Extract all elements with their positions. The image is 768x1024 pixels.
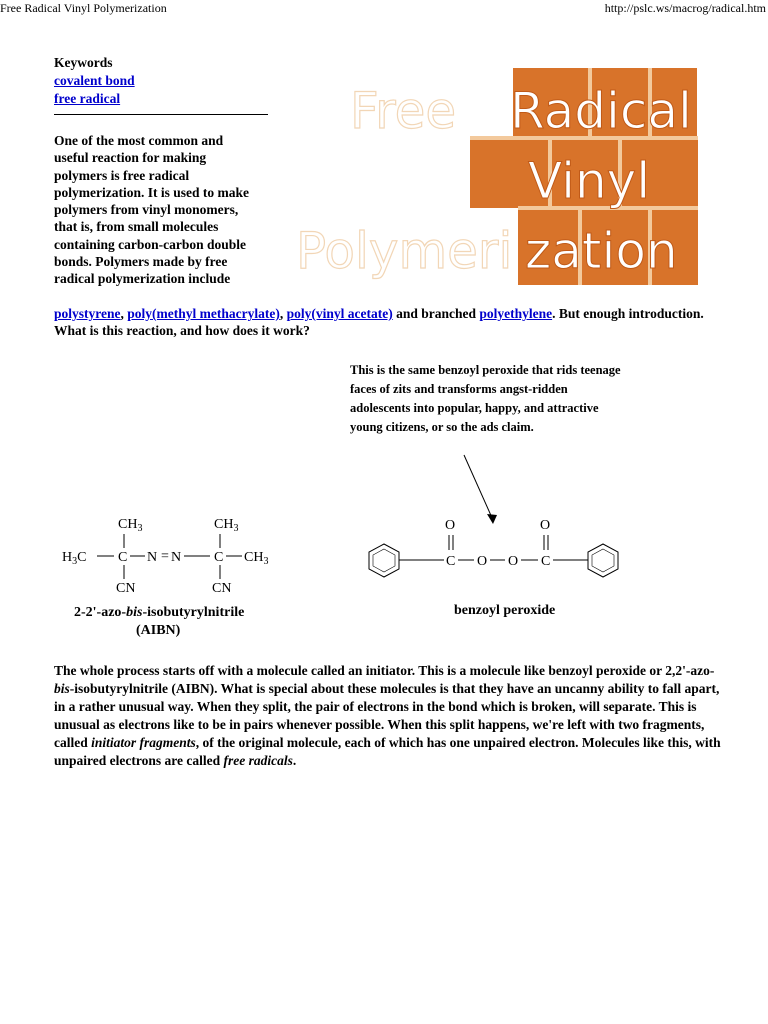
svg-text:Radical: Radical [510, 82, 692, 140]
aibn-abbrev: (AIBN) [136, 623, 181, 638]
svg-text:Vinyl: Vinyl [528, 152, 651, 210]
link-pvac[interactable]: poly(vinyl acetate) [286, 306, 393, 321]
svg-text:CN: CN [212, 581, 232, 596]
aibn-ch3-left: $CH_3$ [118, 517, 143, 534]
svg-text:C: C [118, 550, 128, 565]
svg-text:N: N [171, 550, 182, 565]
svg-text:O: O [445, 518, 456, 533]
keywords-box [54, 54, 135, 108]
link-pmma[interactable]: poly(methyl methacrylate) [127, 306, 280, 321]
page-header-url: http://pslc.ws/macrog/radical.htm [604, 1, 766, 15]
svg-text:O: O [540, 518, 551, 533]
svg-text:O: O [477, 554, 488, 569]
link-polystyrene[interactable]: polystyrene [54, 306, 121, 321]
svg-text:C: C [541, 554, 551, 569]
link-polyethylene[interactable]: polyethylene [479, 306, 553, 321]
svg-text:zation: zation [525, 222, 678, 280]
intro-paragraph-continued: polystyrene, poly(methyl methacrylate), poly(vinyl acetate) and branched polyethylene. But enough introduction. What is this reaction, and how does it work? [54, 306, 704, 339]
bpo-label: benzoyl peroxide [454, 603, 556, 618]
title-logo [290, 60, 698, 290]
svg-text:O: O [508, 554, 519, 569]
svg-text:Polymeri: Polymeri [296, 222, 513, 280]
svg-text:N: N [147, 550, 158, 565]
intro-paragraph: One of the most common and useful reaction for making polymers is free radical polymerization. It is used to make polymers from vinyl monomers, that is, from small molecules containing carbon-carbon double bonds. Polymers made by free radical polymerization include [54, 133, 249, 287]
aibn-ch3-far-right: $CH_3$ [244, 550, 269, 567]
svg-text:CN: CN [116, 581, 136, 596]
keywords-heading: Keywords [54, 55, 113, 70]
keywords-divider [54, 114, 268, 115]
benzoyl-peroxide-note: This is the same benzoyl peroxide that rids teenage faces of zits and transforms angst-ridden adolescents into popular, happy, and attractive young citizens, or so the ads claim. [350, 363, 621, 434]
link-free-radical[interactable]: free radical [54, 91, 121, 106]
link-covalent-bond[interactable]: covalent bond [54, 73, 135, 88]
svg-text:C: C [446, 554, 456, 569]
aibn-ch3-right: $CH_3$ [214, 517, 239, 534]
aibn-label: 2-2'-azo-bis-isobutyrylnitrile [74, 605, 245, 620]
svg-text:Free: Free [350, 82, 457, 140]
page-header-title: Free Radical Vinyl Polymerization [0, 1, 167, 15]
aibn-h3c: $H_3C$ [62, 550, 87, 567]
svg-text:C: C [214, 550, 224, 565]
initiator-paragraph: The whole process starts off with a molecule called an initiator. This is a molecule like benzoyl peroxide or 2,2'-azo-bis-isobutyrylnitrile (AIBN). What is special about these molecules is that they have an uncanny ability to fall apart, in a rather unusual way. When they split, the pair of electrons in the bond which is broken, will separate. This is unusual as electrons like to be in pairs whenever possible. When this split happens, we're left with two fragments, called initiator fragments, of the original molecule, each of which has one unpaired electron. Molecules like this, with unpaired electrons are called free radicals. [54, 663, 721, 768]
initiator-structures [50, 440, 710, 660]
svg-text:=: = [161, 549, 169, 564]
